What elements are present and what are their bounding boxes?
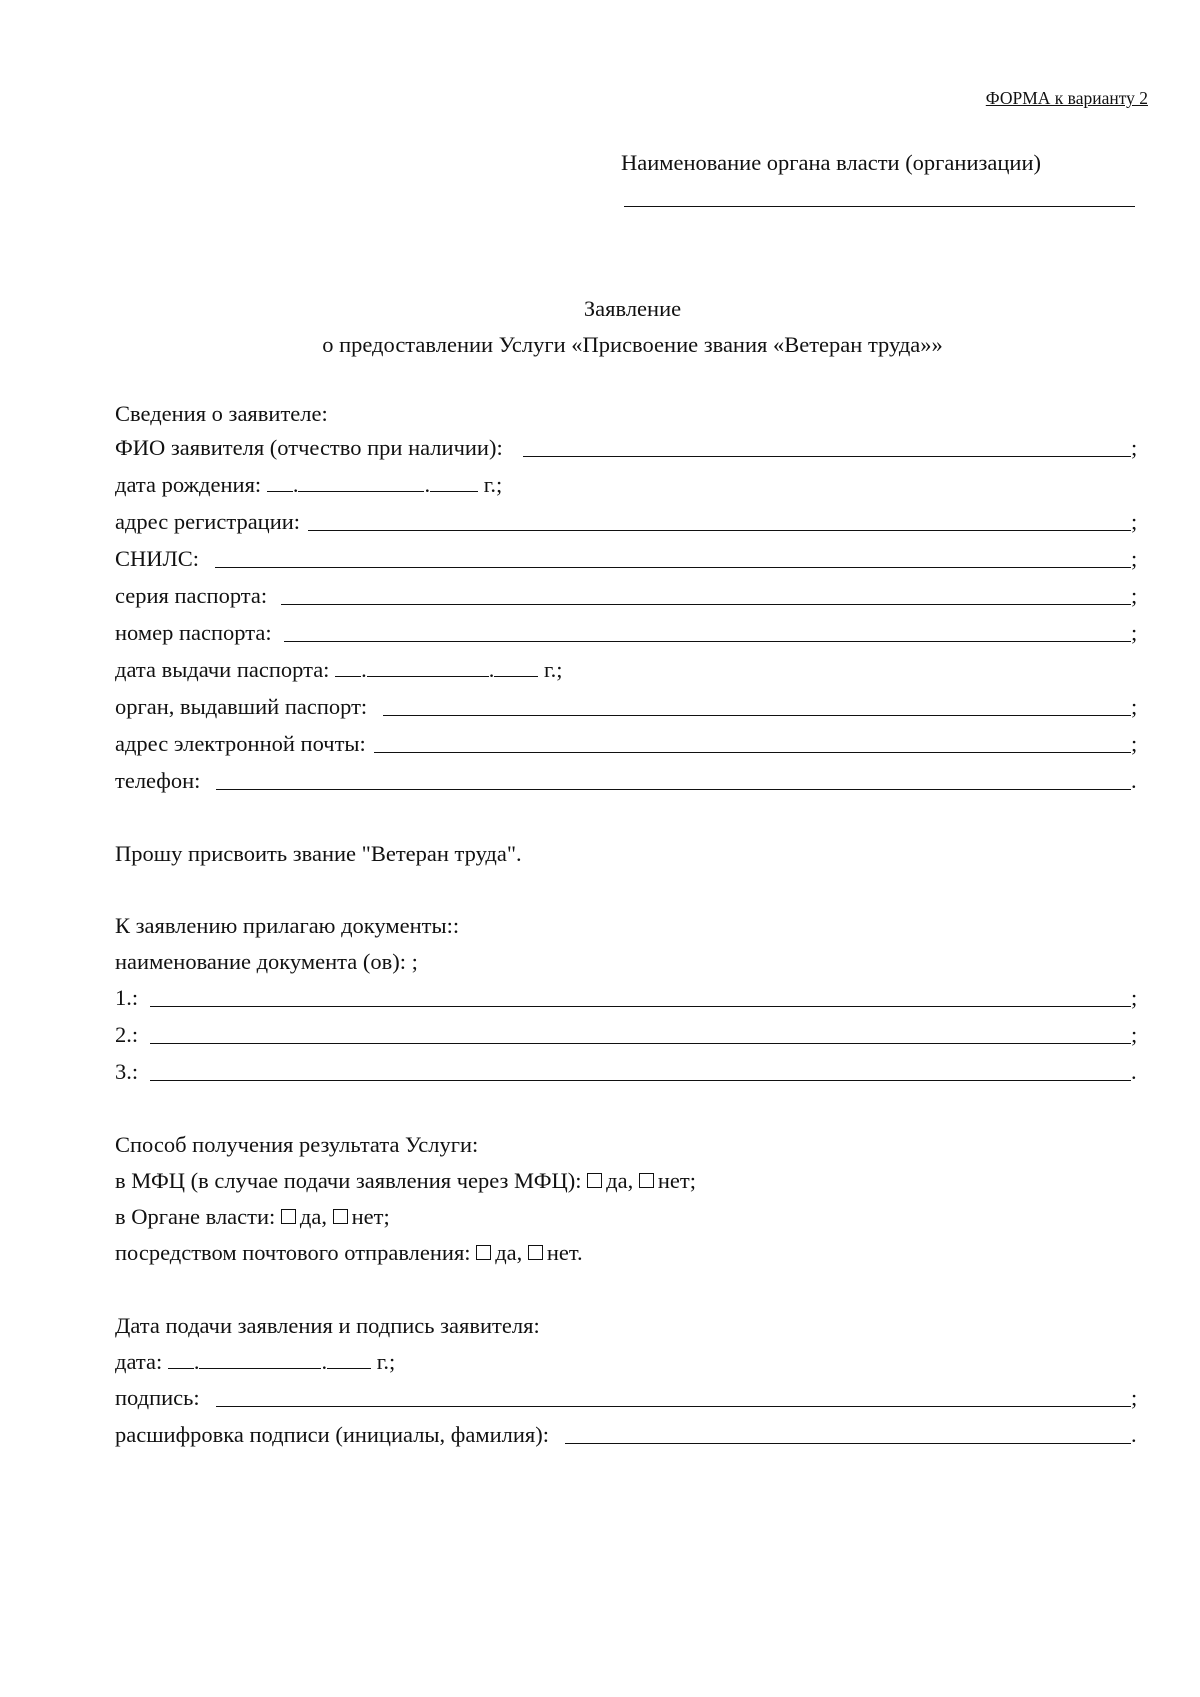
snils-field[interactable] <box>215 567 1131 568</box>
no-label: нет. <box>546 1240 583 1265</box>
signature-decode-field[interactable] <box>565 1443 1131 1444</box>
passport-day-field[interactable] <box>335 658 361 677</box>
mfc-yes-checkbox[interactable] <box>587 1173 602 1188</box>
document-row <box>115 1058 1143 1085</box>
documents-names-label: наименование документа (ов): ; <box>115 949 418 974</box>
email-row <box>115 730 1143 757</box>
passport-number-row <box>115 619 1143 646</box>
birth-day-field[interactable] <box>267 473 293 492</box>
semicolon: ; <box>1131 1385 1138 1410</box>
yes-label: да, <box>495 1240 523 1265</box>
document-subtitle: о предоставлении Услуги «Присвоение звания «Ветеран труда»» <box>322 332 943 357</box>
passport-org-row <box>115 693 1143 720</box>
phone-field[interactable] <box>216 789 1131 790</box>
registration-label: адрес регистрации: <box>115 509 301 534</box>
delivery-post-label: посредством почтового отправления: <box>115 1240 471 1265</box>
fio-field[interactable] <box>523 456 1131 457</box>
passport-number-label: номер паспорта: <box>115 620 272 645</box>
passport-series-label: серия паспорта: <box>115 583 268 608</box>
year-suffix: г.; <box>483 472 503 497</box>
yes-label: да, <box>299 1204 327 1229</box>
registration-field[interactable] <box>308 530 1131 531</box>
snils-label: СНИЛС: <box>115 546 200 571</box>
passport-series-row <box>115 582 1143 609</box>
signature-row <box>115 1384 1143 1411</box>
dot: . <box>1131 1059 1137 1084</box>
semicolon: ; <box>1131 985 1138 1010</box>
passport-series-field[interactable] <box>281 604 1131 605</box>
document-title: Заявление <box>583 296 682 321</box>
authority-no-checkbox[interactable] <box>333 1209 348 1224</box>
passport-org-field[interactable] <box>383 715 1131 716</box>
fio-label: ФИО заявителя (отчество при наличии): <box>115 435 503 460</box>
signature-decode-row <box>115 1421 1143 1448</box>
semicolon: ; <box>1131 731 1138 756</box>
request-text: Прошу присвоить звание "Ветеран труда". <box>115 841 522 866</box>
document-field[interactable] <box>150 1006 1131 1007</box>
passport-month-field[interactable] <box>367 658 489 677</box>
signature-heading: Дата подачи заявления и подпись заявителя: <box>115 1313 540 1338</box>
snils-row <box>115 545 1143 572</box>
mfc-no-checkbox[interactable] <box>639 1173 654 1188</box>
document-number: 1.: <box>115 985 139 1010</box>
birth-date-label: дата рождения: <box>115 472 262 497</box>
delivery-mfc-row <box>115 1167 696 1194</box>
authority-yes-checkbox[interactable] <box>281 1209 296 1224</box>
birth-date-row: дата рождения: . . г.; <box>115 472 503 497</box>
semicolon: ; <box>1131 1022 1138 1047</box>
phone-row <box>115 767 1143 794</box>
document-number: 3.: <box>115 1059 139 1084</box>
birth-month-field[interactable] <box>298 473 424 492</box>
passport-number-field[interactable] <box>284 641 1131 642</box>
form-reference: ФОРМА к варианту 2 <box>985 88 1148 108</box>
document-field[interactable] <box>150 1043 1131 1044</box>
document-row <box>115 984 1143 1011</box>
document-field[interactable] <box>150 1080 1131 1081</box>
no-label: нет; <box>657 1168 696 1193</box>
submission-day-field[interactable] <box>168 1350 194 1369</box>
document-number: 2.: <box>115 1022 139 1047</box>
dot: . <box>1131 1422 1137 1447</box>
semicolon: ; <box>1131 435 1138 460</box>
semicolon: ; <box>1131 546 1138 571</box>
submission-date-row: дата: . . г.; <box>115 1349 396 1374</box>
dot: . <box>1131 768 1137 793</box>
delivery-heading: Способ получения результата Услуги: <box>115 1132 479 1157</box>
birth-year-field[interactable] <box>430 473 478 492</box>
yes-label: да, <box>606 1168 634 1193</box>
passport-org-label: орган, выдавший паспорт: <box>115 694 368 719</box>
delivery-post-row <box>115 1239 583 1266</box>
delivery-mfc-label: в МФЦ (в случае подачи заявления через МФЦ): <box>115 1168 582 1193</box>
submission-year-field[interactable] <box>327 1350 371 1369</box>
year-suffix: г.; <box>376 1349 396 1374</box>
fio-row <box>115 434 1143 461</box>
passport-year-field[interactable] <box>494 658 538 677</box>
signature-decode-label: расшифровка подписи (инициалы, фамилия): <box>115 1422 550 1447</box>
documents-heading: К заявлению прилагаю документы:: <box>115 913 460 938</box>
email-label: адрес электронной почты: <box>115 731 366 756</box>
authority-title: Наименование органа власти (организации) <box>621 150 1041 175</box>
authority-name-field[interactable] <box>624 206 1135 207</box>
submission-date-label: дата: <box>115 1349 163 1374</box>
semicolon: ; <box>1131 694 1138 719</box>
signature-field[interactable] <box>216 1406 1131 1407</box>
passport-date-row: дата выдачи паспорта: . . г.; <box>115 657 563 682</box>
semicolon: ; <box>1131 583 1138 608</box>
signature-label: подпись: <box>115 1385 200 1410</box>
document-row <box>115 1021 1143 1048</box>
no-label: нет; <box>351 1204 390 1229</box>
year-suffix: г.; <box>543 657 563 682</box>
post-no-checkbox[interactable] <box>528 1245 543 1260</box>
submission-month-field[interactable] <box>199 1350 321 1369</box>
registration-row <box>115 508 1143 535</box>
passport-date-label: дата выдачи паспорта: <box>115 657 330 682</box>
delivery-authority-label: в Органе власти: <box>115 1204 276 1229</box>
applicant-heading: Сведения о заявителе: <box>115 401 328 426</box>
delivery-authority-row <box>115 1203 390 1230</box>
email-field[interactable] <box>374 752 1131 753</box>
semicolon: ; <box>1131 509 1138 534</box>
phone-label: телефон: <box>115 768 201 793</box>
semicolon: ; <box>1131 620 1138 645</box>
post-yes-checkbox[interactable] <box>476 1245 491 1260</box>
